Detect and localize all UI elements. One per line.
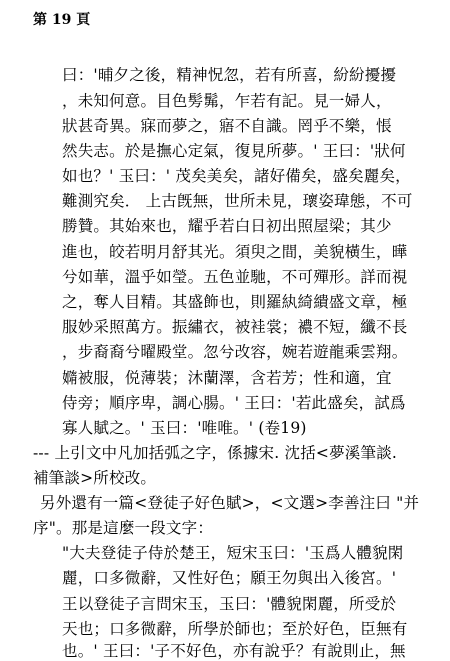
- text-line: "大夫登徒子侍於楚王，短宋玉曰：'玉爲人體貌閑: [62, 544, 404, 562]
- text-line: 序"。那是這麼一段文字：: [33, 519, 214, 537]
- page-number-header: 第 19 頁: [33, 12, 91, 28]
- text-line: ，未知何意。目色髣髴，乍若有記。見一婦人，: [62, 92, 392, 110]
- text-line: 曰：'晡夕之後，精神怳忽，若有所喜，紛紛擾擾: [62, 66, 397, 84]
- text-line: 兮如華，溫乎如瑩。五色並馳，不可殫形。詳而視: [62, 268, 408, 286]
- text-line: 難測究矣． 上古旣無，世所未見，瓌姿瑋態，不可: [62, 192, 413, 210]
- text-line: 勝贊。其始來也，耀乎若白日初出照屋梁；其少: [62, 217, 392, 235]
- text-line: 然失志。於是撫心定氣，復見所夢。' 王曰：'狀何: [62, 142, 406, 160]
- text-line: 王以登徒子言問宋玉，玉曰：'體貌閑麗，所受於: [62, 595, 397, 613]
- text-line: 也。' 王曰：'子不好色，亦有說乎？有說則止，無: [62, 642, 406, 660]
- text-line: 麗，口多微辭，又性好色；願王勿與出入後宮。': [62, 569, 397, 587]
- text-line: ，步裔裔兮曜殿堂。忽兮改容，婉若遊龍乘雲翔。: [62, 343, 408, 361]
- text-line: 之，奪人目精。其盛飾也，則羅紈綺繢盛文章，極: [62, 293, 408, 311]
- text-line: 補筆談>所校改。: [33, 469, 157, 487]
- text-line: --- 上引文中凡加括弧之字，係據宋. 沈括<夢溪筆談.: [33, 444, 398, 462]
- text-line: 侍旁；順序卑，調心腸。' 王曰：'若此盛矣，試爲: [62, 394, 406, 412]
- text-line: 如也？' 玉曰：' 茂矣美矣，諸好備矣，盛矣麗矣，: [62, 167, 411, 185]
- text-line: 狀甚奇異。寐而夢之，寤不自識。罔乎不樂，悵: [62, 117, 392, 135]
- text-line: 嫷被服，侻薄裝；沐蘭澤，含若芳；性和適，宜: [62, 369, 392, 387]
- text-line: 服妙采照萬方。振繡衣，被袿裳；襛不短，纖不長: [62, 318, 408, 336]
- text-line: 另外還有一篇<登徒子好色賦>，<文選>李善注曰 "并: [40, 494, 420, 512]
- text-line: 寡人賦之。' 玉曰：'唯唯。' (卷19): [62, 419, 307, 437]
- text-line: 進也，皎若明月舒其光。須臾之間，美貌橫生，曄: [62, 243, 408, 261]
- text-line: 天也；口多微辭，所學於師也；至於好色，臣無有: [62, 620, 408, 638]
